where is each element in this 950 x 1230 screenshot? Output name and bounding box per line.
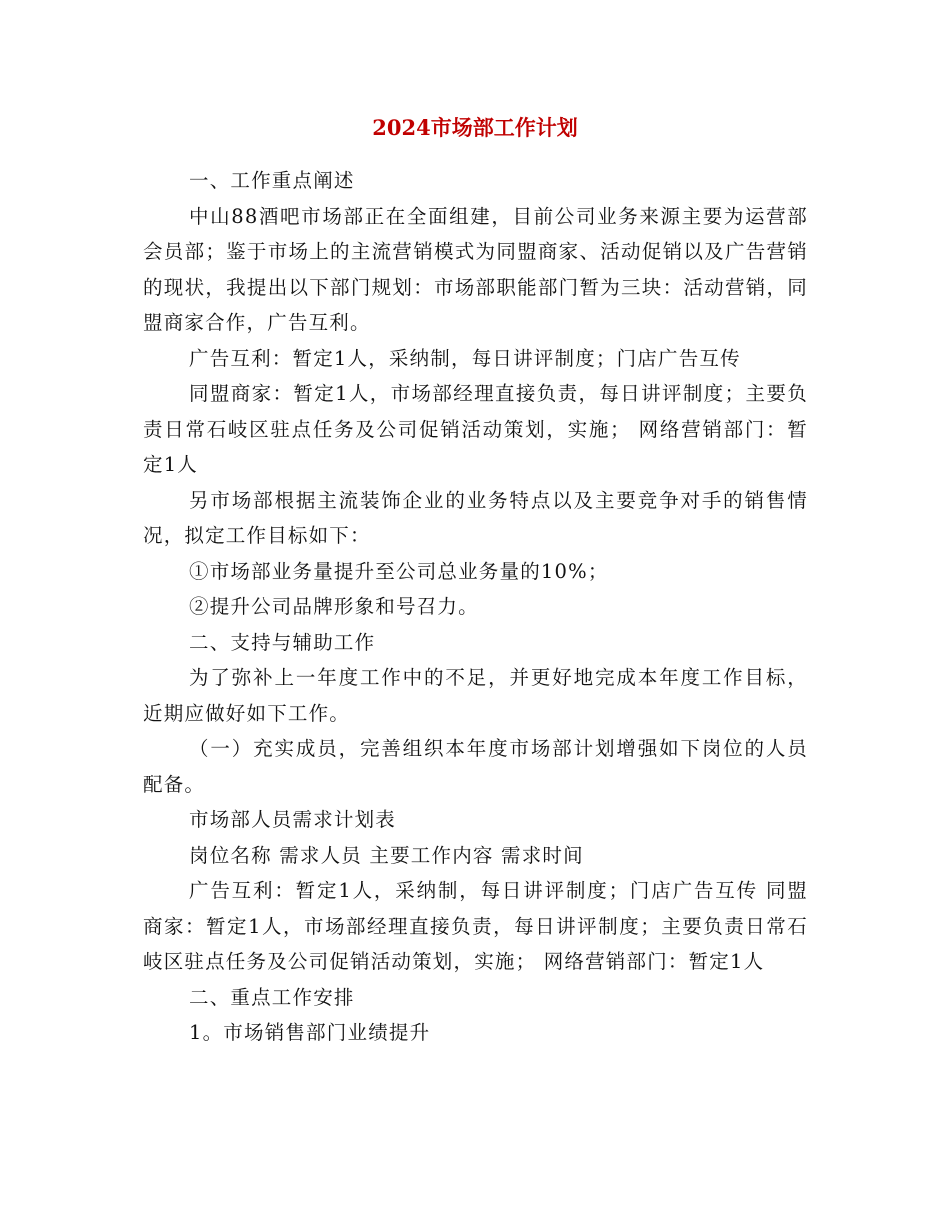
document-title: 2024市场部工作计划	[372, 115, 578, 140]
list-item: ①市场部业务量提升至公司总业务量的10%；	[189, 559, 609, 583]
paragraph: 为了弥补上一年度工作中的不足，并更好地完成本年度工作目标，近期应做好如下工作。	[143, 666, 808, 725]
paragraph: （一）充实成员，完善组织本年度市场部计划增强如下岗位的人员配备。	[143, 737, 808, 796]
section-heading: 二、支持与辅助工作	[189, 630, 376, 654]
paragraph: 另市场部根据主流装饰企业的业务特点以及主要竞争对手的销售情况，拟定工作目标如下：	[143, 488, 808, 547]
list-item: ②提升公司品牌形象和号召力。	[189, 595, 479, 618]
section-heading: 二、重点工作安排	[189, 985, 355, 1009]
paragraph: 广告互利：暂定1人，采纳制，每日讲评制度；门店广告互传 同盟商家：暂定1人，市场部经理直接负责，每日讲评制度；主要负责日常石岐区驻点任务及公司促销活动策划，实施； 网络营销部门：暂定1人	[143, 879, 808, 973]
paragraph: 广告互利：暂定1人，采纳制，每日讲评制度；门店广告互传	[189, 346, 741, 370]
section-heading: 一、工作重点阐述	[189, 169, 355, 192]
paragraph: 同盟商家：暂定1人，市场部经理直接负责，每日讲评制度；主要负责日常石岐区驻点任务及公司促销活动策划，实施； 网络营销部门：暂定1人	[143, 382, 808, 476]
paragraph: 中山88酒吧市场部正在全面组建，目前公司业务来源主要为运营部会员部；鉴于市场上的主流营销模式为同盟商家、活动促销以及广告营销的现状，我提出以下部门规划：市场部职能部门暂为三块：活动营销，同盟商家合作，广告互利。	[143, 204, 808, 334]
table-title: 市场部人员需求计划表	[189, 808, 397, 831]
paragraph: 1。市场销售部门业绩提升	[189, 1021, 431, 1044]
table-header: 岗位名称 需求人员 主要工作内容 需求时间	[189, 843, 584, 867]
document-body	[143, 163, 808, 1051]
